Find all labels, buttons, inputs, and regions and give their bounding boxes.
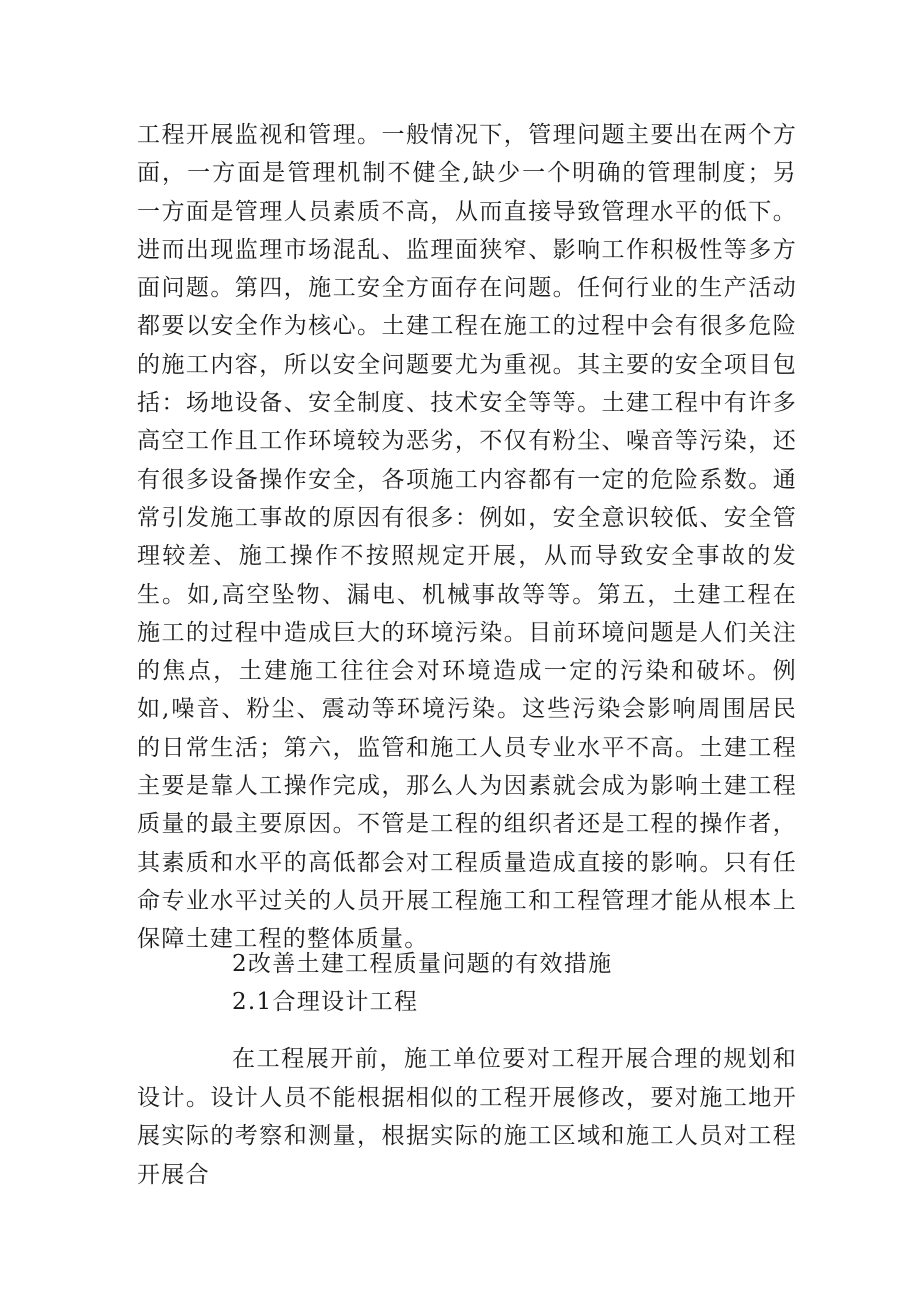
section-heading: 2改善土建工程质量问题的有效措施 (232, 951, 613, 977)
subsection-heading: 2.1合理设计工程 (232, 989, 419, 1015)
body-paragraph: 在工程展开前，施工单位要对工程开展合理的规划和设计。设计人员不能根据相似的工程开展修改，要对施工地开展实际的考察和测量，根据实际的施工区域和施工人员对工程开展合 (137, 1046, 797, 1188)
body-paragraph: 工程开展监视和管理。一般情况下，管理问题主要出在两个方面，一方面是管理机制不健全,缺少一个明确的管理制度；另一方面是管理人员素质不高，从而直接导致管理水平的低下。进而出现监理市场混乱、监理面狭窄、影响工作积极性等多方面问题。第四，施工安全方面存在问题。任何行业的生产活动都要以安全作为核心。土建工程在施工的过程中会有很多危险的施工内容，所以安全问题要尤为重视。其主要的安全项目包括：场地设备、安全制度、技术安全等等。土建工程中有许多高空工作且工作环境较为恶劣，不仅有粉尘、噪音等污染，还有很多设备操作安全，各项施工内容都有一定的危险系数。通常引发施工事故的原因有很多：例如，安全意识较低、安全管理较差、施工操作不按照规定开展，从而导致安全事故的发生。如,高空坠物、漏电、机械事故等等。第五，土建工程在施工的过程中造成巨大的环境污染。目前环境问题是人们关注的焦点，土建施工往往会对环境造成一定的污染和破坏。例如,噪音、粉尘、震动等环境污染。这些污染会影响周围居民的日常生活；第六，监管和施工人员专业水平不高。土建工程主要是靠人工操作完成，那么人为因素就会成为影响土建工程质量的最主要原因。不管是工程的组织者还是工程的操作者，其素质和水平的高低都会对工程质量造成直接的影响。只有任命专业水平过关的人员开展工程施工和工程管理才能从根本上保障土建工程的整体质量。 (137, 122, 797, 953)
